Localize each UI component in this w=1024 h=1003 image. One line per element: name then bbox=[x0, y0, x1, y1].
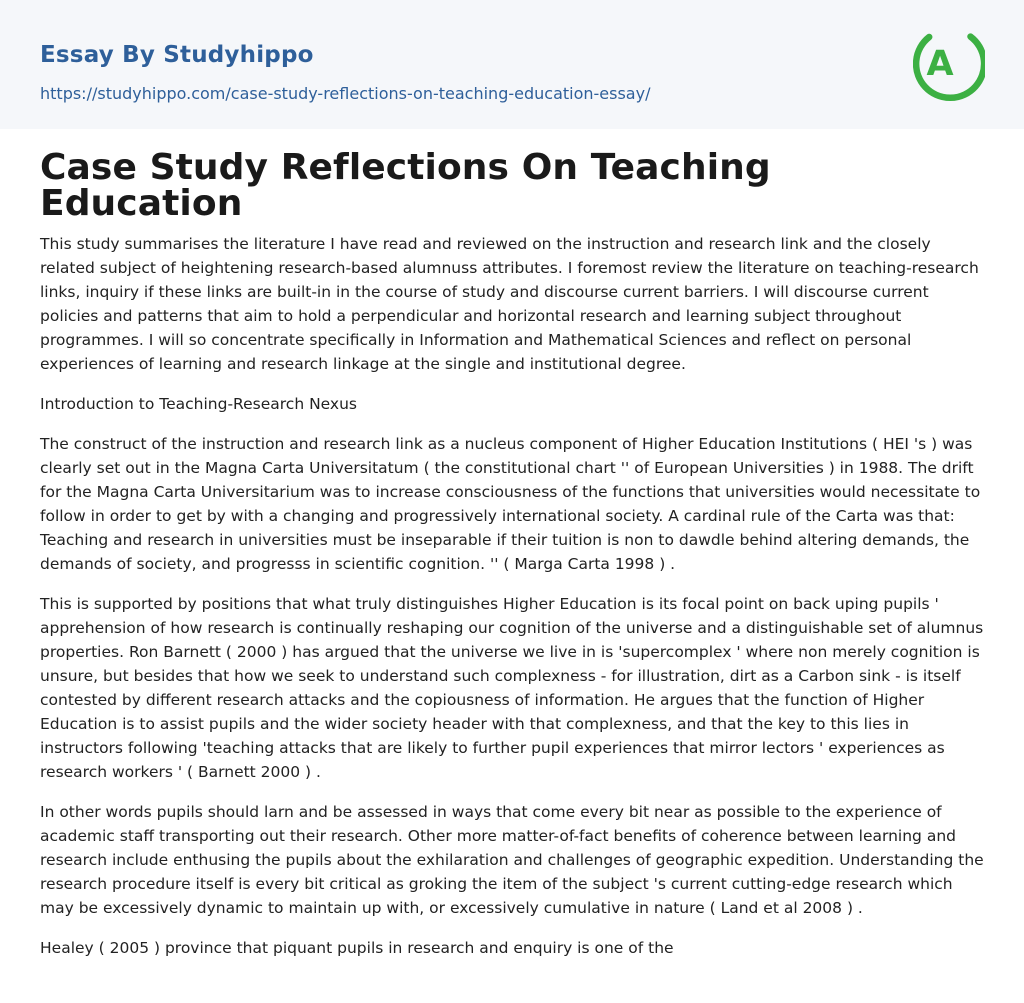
site-header bbox=[0, 0, 1024, 129]
logo-letter: A bbox=[926, 44, 954, 84]
paragraph: In other words pupils should larn and be assessed in ways that come every bit near as possible to the experience of academic staff transporting out their research. Other more matter-of-fact benefits of coherence between learning and research include enthusing the pupils about the exhilaration and challenges of geographic expedition. Understanding the research procedure itself is every bit critical as groking the item of the subject 's current cutting-edge research which may be excessively dynamic to maintain up with, or excessively cumulative in nature ( Land et al 2008 ) . bbox=[40, 803, 984, 917]
article-url-link[interactable]: https://studyhippo.com/case-study-reflections-on-teaching-education-essay/ bbox=[40, 84, 651, 103]
paragraph: The construct of the instruction and research link as a nucleus component of Higher Education Institutions ( HEI 's ) was clearly set out in the Magna Carta Universitatum ( the constitutional chart '' of European Universities ) in 1988. The drift for the Magna Carta Universitarium was to increase consciousness of the functions that universities would necessitate to follow in order to get by with a changing and progressively international society. A cardinal rule of the Carta was that: Teaching and research in universities must be inseparable if their tuition is non to dawdle behind altering demands, the demands of society, and progresss in scientific cognition. '' ( Marga Carta 1998 ) . bbox=[40, 435, 981, 573]
article-title: Case Study Reflections On Teaching Education bbox=[40, 147, 771, 224]
paragraph-summary: This study summarises the literature I have read and reviewed on the instruction and research link and the closely related subject of heightening research-based alumnuss attributes. I foremost review the literature on teaching-research links, inquiry if these links are built-in in the course of study and discourse current barriers. I will discourse current policies and patterns that aim to hold a perpendicular and horizontal research and learning subject throughout programmes. I will so concentrate specifically in Information and Mathematical Sciences and reflect on personal experiences of learning and research linkage at the single and institutional degree. bbox=[40, 235, 979, 373]
site-brand[interactable]: Essay By Studyhippo bbox=[40, 42, 314, 68]
paragraph-truncated: Healey ( 2005 ) province that piquant pupils in research and enquiry is one of the bbox=[40, 939, 674, 957]
paragraph: This is supported by positions that what truly distinguishes Higher Education is its focal point on back uping pupils ' apprehension of how research is continually reshaping our cognition of the universe and a distinguishable set of alumnus properties. Ron Barnett ( 2000 ) has argued that the universe we live in is 'supercomplex ' where non merely cognition is unsure, but besides that how we seek to understand such complexness - for illustration, dirt as a Carbon sink - is itself contested by different research attacks and the copiousness of information. He argues that the function of Higher Education is to assist pupils and the wider society header with that complexness, and that the key to this lies in instructors following 'teaching attacks that are likely to further pupil experiences that mirror lectors ' experiences as research workers ' ( Barnett 2000 ) . bbox=[40, 595, 984, 781]
section-heading: Introduction to Teaching-Research Nexus bbox=[40, 395, 358, 413]
studyhippo-logo-icon[interactable] bbox=[913, 20, 985, 104]
article bbox=[0, 129, 1024, 960]
